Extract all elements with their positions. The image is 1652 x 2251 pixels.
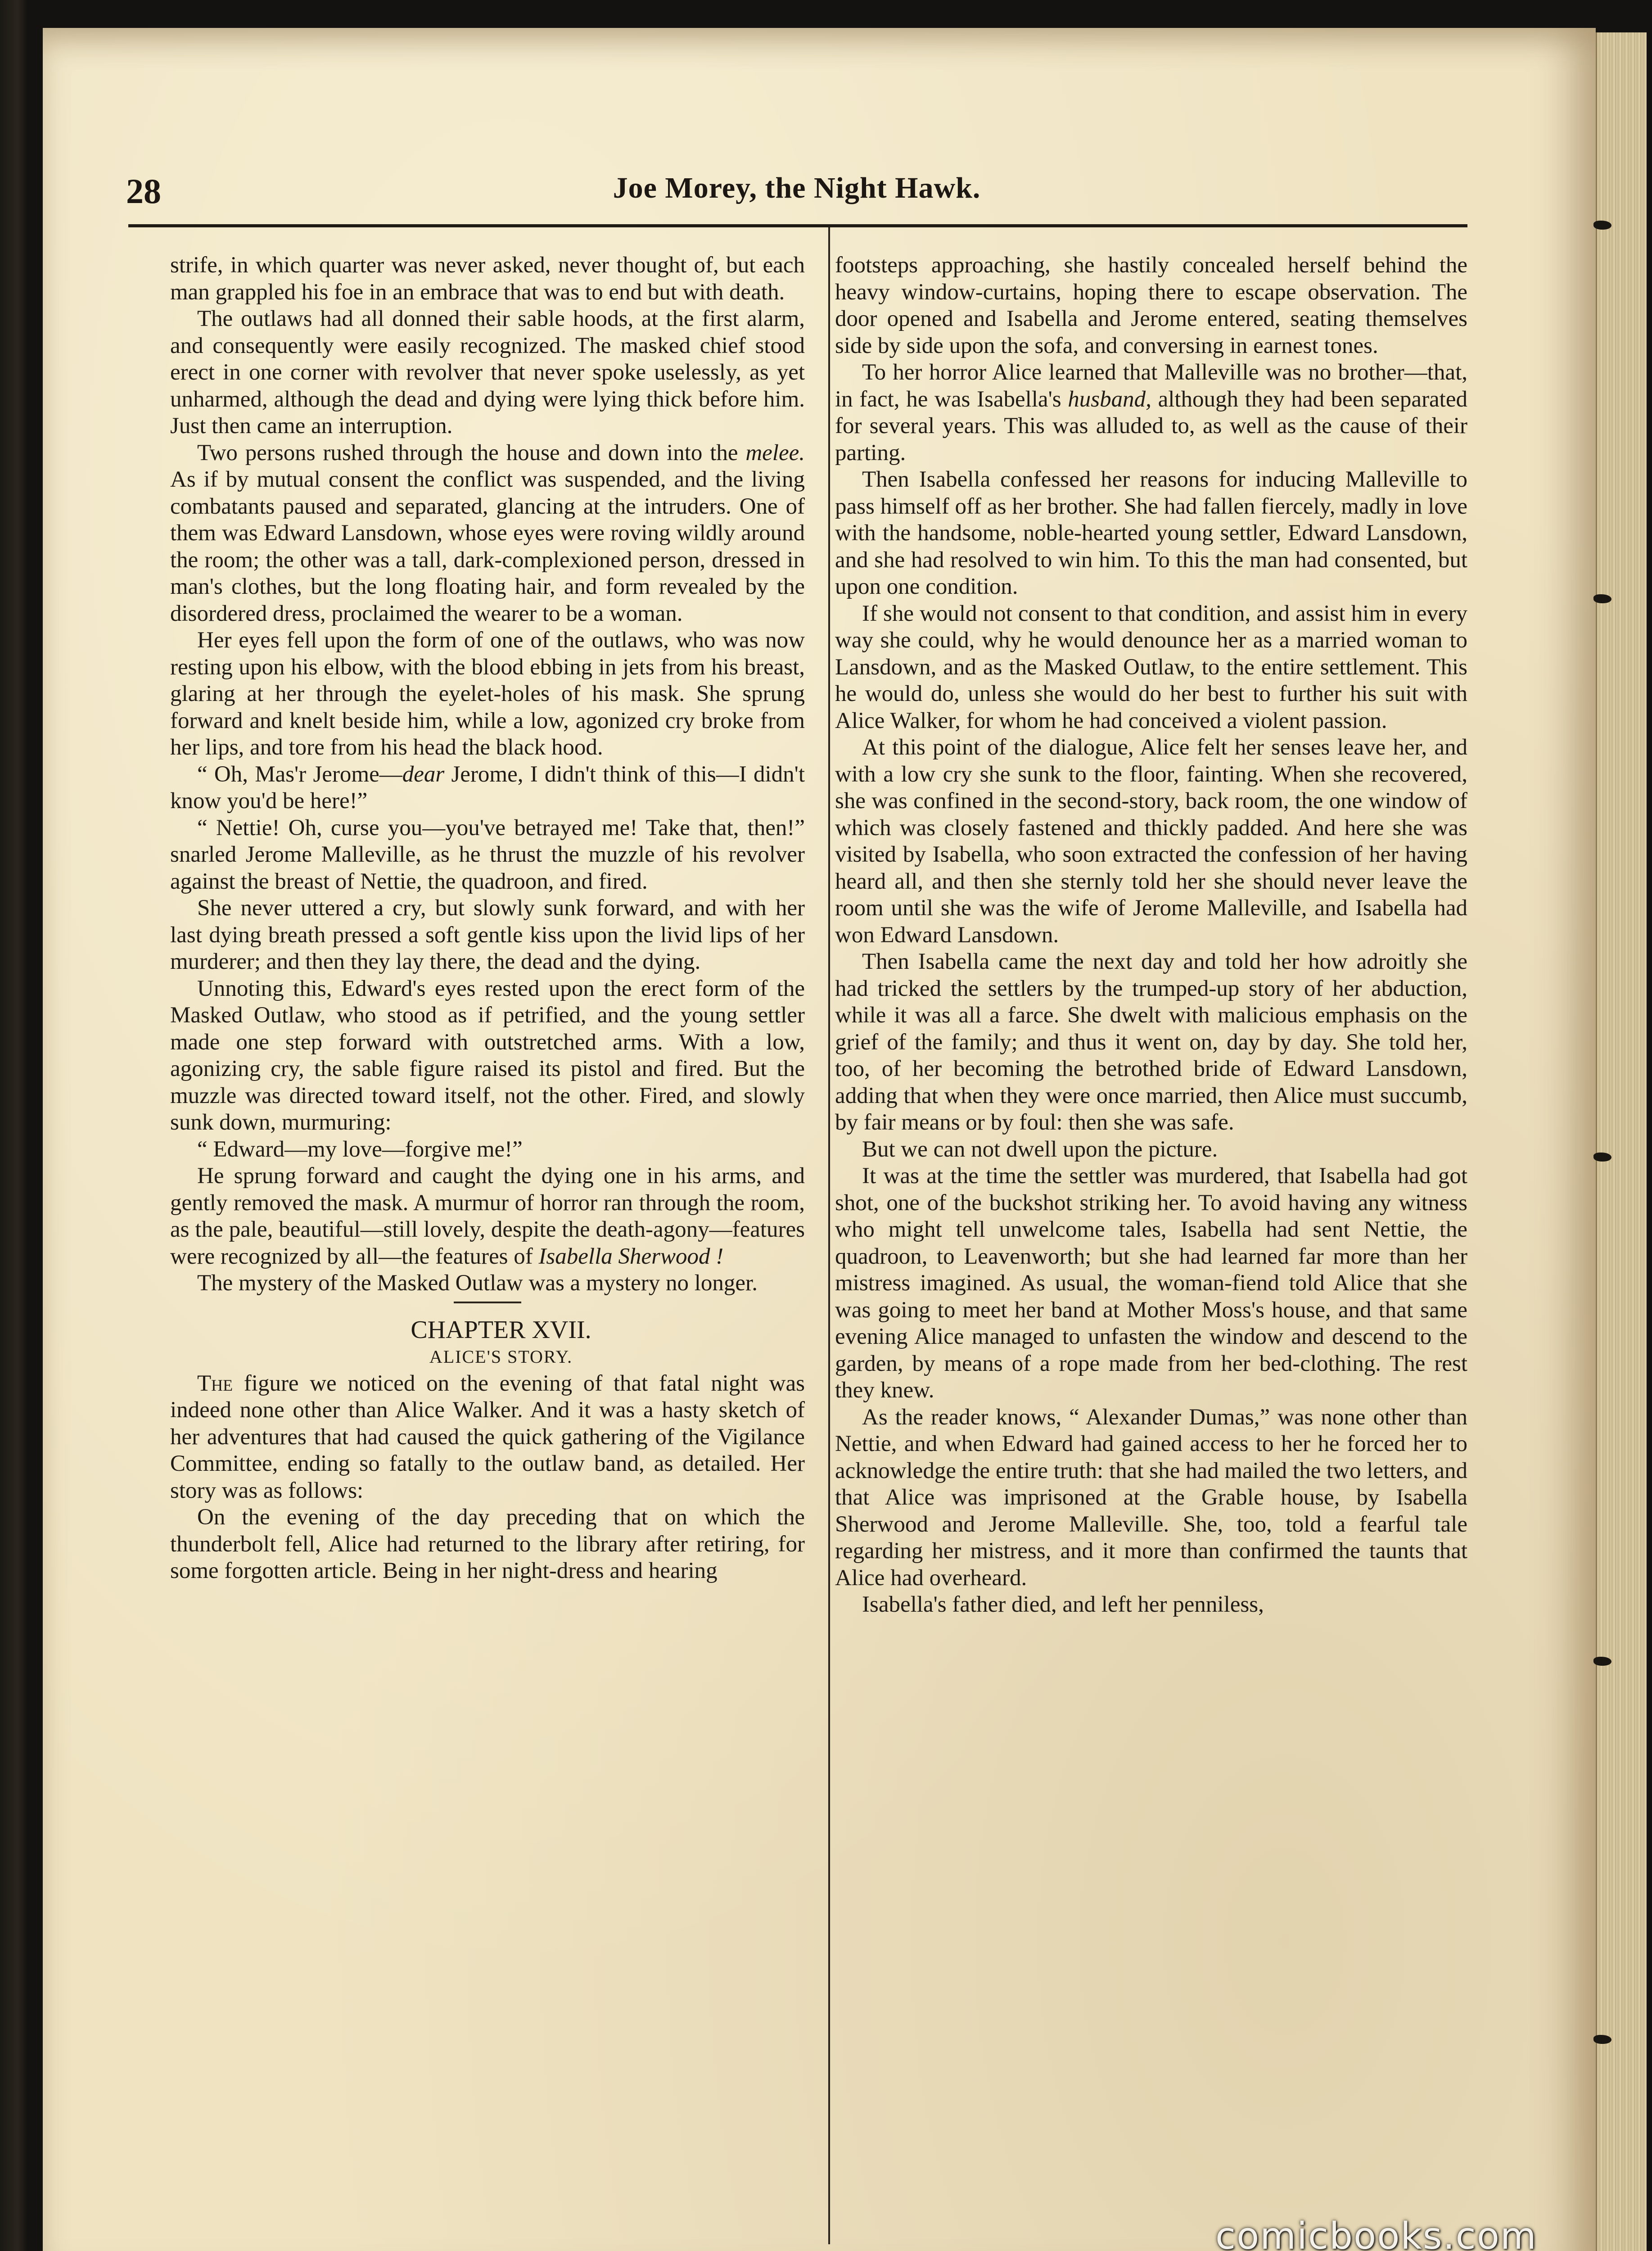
italic-text: husband, <box>1068 386 1151 412</box>
paragraph: On the evening of the day preceding that on which the thunderbolt fell, Alice had returned to the library after retiring, for some forgotten article. Being in her night-dress and hearing <box>170 1505 805 1583</box>
text-run: He sprung forward and caught the dying one in his arms, and gently removed the mask. A murmur of horror ran through the room, as the pale, beautiful—still lovely, despite the death-agony—features were recognized by all—the features of <box>170 1163 805 1269</box>
italic-text: melee. <box>745 440 805 466</box>
text-run: figure we noticed on the evening of that fatal night was indeed none other than Alice Walker. And it was a hasty sketch of her adventures that had caused the quick gathering of the Vigilance Committee, ending so fatally to the outlaw band, as detailed. Her story was as follows: <box>170 1370 805 1503</box>
binding-hole <box>1593 1657 1611 1666</box>
paragraph <box>170 1370 805 1505</box>
paragraph <box>170 761 805 815</box>
paragraph: Then Isabella confessed her reasons for inducing Malleville to pass himself off as her brother. She had fallen fiercely, madly in love with the handsome, noble-hearted young settler, Edward Lansdown, and she had resolved to win him. To this the man had consented, but upon one condition. <box>835 467 1467 599</box>
section-end-rule <box>454 1302 521 1303</box>
binding-hole <box>1593 2035 1611 2044</box>
paragraph: If she would not consent to that condition, and assist him in every way she could, why he would denounce her as a married woman to Lansdown, and as the Masked Outlaw, to the entire settlement. This he would do, unless she would do her best to further his suit with Alice Walker, for whom he had conceived a violent passion. <box>835 601 1467 733</box>
page-number: 28 <box>126 172 161 211</box>
paragraph: The outlaws had all donned their sable hoods, at the first alarm, and consequently were easily recognized. The masked chief stood erect in one corner with revolver that never spoke uselessly, as yet unharmed, although the dead and dying were lying thick before him. Just then came an interruption. <box>170 306 805 438</box>
paragraph <box>170 440 805 628</box>
text-run: As if by mutual consent the conflict was suspended, and the living combatants paused and separated, glancing at the intruders. One of them was Edward Lansdown, whose eyes were roving wildly around the room; the other was a tall, dark-complexioned person, dressed in man's clothes, but the long floating hair, and form revealed by the disordered dress, proclaimed the wearer to be a woman. <box>170 467 805 626</box>
left-column <box>170 252 805 2233</box>
chapter-title: CHAPTER XVII. <box>411 1315 591 1344</box>
paragraph <box>170 1163 805 1270</box>
binding-hole <box>1593 1153 1611 1162</box>
lead-word: The <box>197 1370 233 1396</box>
chapter-subtitle: ALICE'S STORY. <box>429 1347 573 1367</box>
page-header <box>126 171 1467 221</box>
paragraph: Then Isabella came the next day and told her how adroitly she had tricked the settlers by the trumped-up story of her abduction, while it was all a farce. She dwelt with malicious emphasis on the grief of the family; and thus it went on, day by day. She told her, too, of her becoming the betrothed bride of Edward Lansdown, adding that when they were once married, then Alice must succumb, by fair means or by foul: then she was safe. <box>835 949 1467 1135</box>
paragraph: But we can not dwell upon the picture. <box>862 1136 1218 1162</box>
italic-text: dear <box>402 761 445 787</box>
paragraph: The mystery of the Masked Outlaw was a mystery no longer. <box>197 1270 758 1296</box>
binding-hole <box>1593 221 1611 230</box>
column-divider <box>828 227 830 2244</box>
text-run: To her horror Alice learned that Malleville was no brother—that, in fact, he was Isabella's <box>835 360 1467 412</box>
paragraph: She never uttered a cry, but slowly sunk forward, and with her last dying breath pressed a soft gentle kiss upon the livid lips of her murderer; and then they lay there, the dead and the dying. <box>170 895 805 974</box>
paragraph: It was at the time the settler was murdered, that Isabella had got shot, one of the buckshot striking her. To avoid having any witness who might tell unwelcome tales, Isabella had sent Nettie, the quadroon, to Leavenworth; but she had learned far more than her mistress imagined. As usual, the woman-fiend told Alice that she was going to meet her band at Mother Moss's house, and that same evening Alice managed to unfasten the window and descend to the garden, by means of a rope made from her bed-clothing. The rest they knew. <box>835 1163 1467 1403</box>
watermark-text: comicbooks.com <box>1215 2215 1537 2251</box>
paragraph: “ Nettie! Oh, curse you—you've betrayed me! Take that, then!” snarled Jerome Malleville, as he thrust the muzzle of his revolver against the breast of Nettie, the quadroon, and fired. <box>170 815 805 894</box>
paragraph: As the reader knows, “ Alexander Dumas,” was none other than Nettie, and when Edward had gained access to her he forced her to acknowledge the entire truth: that she had mailed the two letters, and that Alice was imprisoned at the Grable house, by Isabella Sherwood and Jerome Malleville. She, too, told a fearful tale regarding her mistress, and it more than confirmed the taunts that Alice had overheard. <box>835 1404 1467 1591</box>
paragraph: footsteps approaching, she hastily concealed herself behind the heavy window-curtains, hoping there to escape observation. The door opened and Isabella and Jerome entered, seating themselves side by side upon the sofa, and conversing in earnest tones. <box>835 253 1467 358</box>
paragraph: At this point of the dialogue, Alice felt her senses leave her, and with a low cry she sunk to the floor, fainting. When she recovered, she was confined in the second-story, back room, the one window of which was closely fastened and thickly padded. And here she was visited by Isabella, who soon extracted the confession of her having heard all, and then she sternly told her she should never leave the room until she was the wife of Jerome Malleville, and Isabella had won Edward Lansdown. <box>835 735 1467 948</box>
header-rule <box>128 224 1467 227</box>
paragraph <box>835 359 1467 466</box>
paragraph: Isabella's father died, and left her penniless, <box>862 1592 1264 1617</box>
text-run: although they had been separated for several years. This was alluded to, as well as the cause of their parting. <box>835 386 1467 466</box>
paragraph: strife, in which quarter was never asked, never thought of, but each man grappled his foe in an embrace that was to end but with death. <box>170 253 805 305</box>
paragraph: Her eyes fell upon the form of one of the outlaws, who was now resting upon his elbow, with the blood ebbing in jets from his breast, glaring at her through the eyelet-holes of his mask. She sprung forward and knelt beside him, while a low, agonized cry broke from her lips, and tore from his head the black hood. <box>170 628 805 760</box>
text-run: Jerome, I didn't think of this—I didn't know you'd be here!” <box>170 761 805 814</box>
right-column <box>835 252 1467 2233</box>
paragraph: Unnoting this, Edward's eyes rested upon the erect form of the Masked Outlaw, who stood as if petrified, and the young settler made one step forward with outstretched arms. With a low, agonizing cry, the sable figure raised its pistol and fired. But the muzzle was directed toward itself, not the other. Fired, and slowly sunk down, murmuring: <box>170 976 805 1135</box>
italic-text: Isabella Sherwood ! <box>538 1243 724 1269</box>
page-stack-edge <box>1596 32 1647 2251</box>
paragraph: “ Edward—my love—forgive me!” <box>197 1136 523 1162</box>
text-run: “ Oh, Mas'r Jerome— <box>197 761 402 787</box>
text-run: Two persons rushed through the house and down into the <box>197 440 746 466</box>
running-title: Joe Morey, the Night Hawk. <box>613 172 981 204</box>
binding-hole <box>1593 594 1611 603</box>
